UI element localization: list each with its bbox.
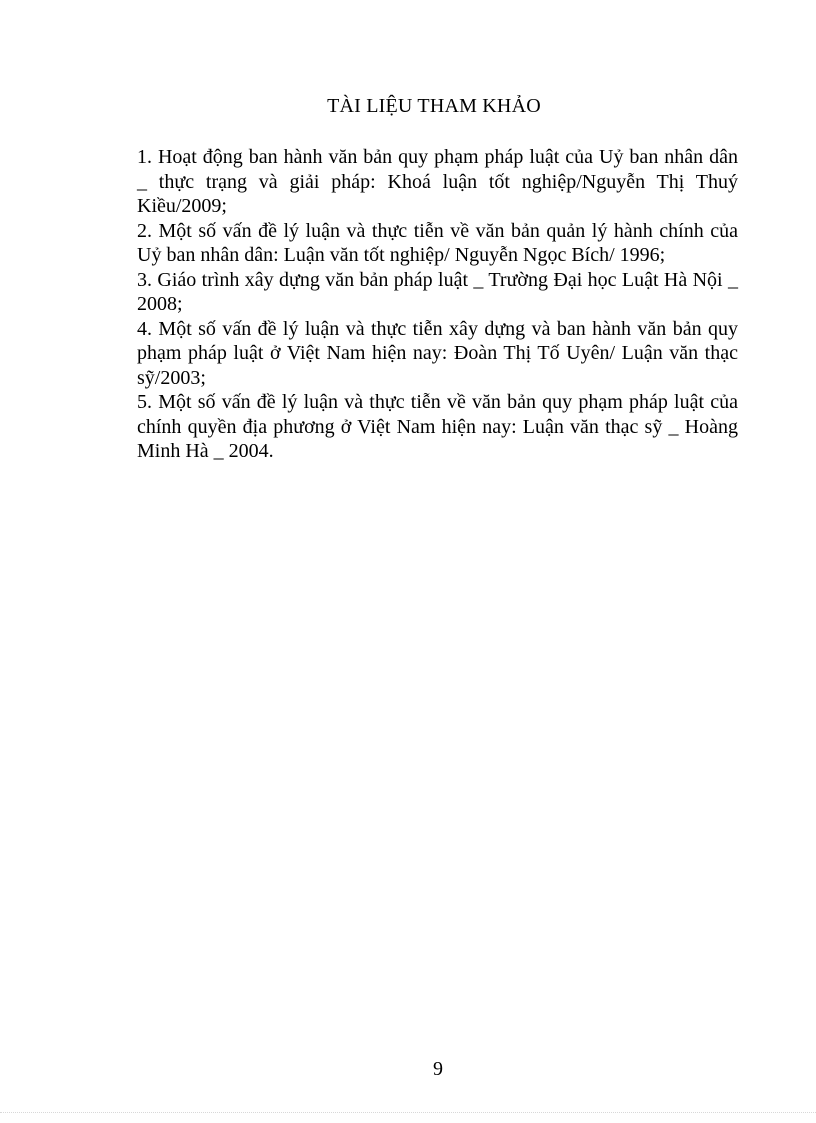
reference-item: 2. Một số vấn đề lý luận và thực tiễn về văn bản quản lý hành chính của Uỷ ban nhân dân: Luận văn tốt nghiệp/ Nguyễn Ngọc Bích/ 1996;	[137, 219, 738, 266]
reference-item: 1. Hoạt động ban hành văn bản quy phạm pháp luật của Uỷ ban nhân dân _ thực trạng và giải pháp: Khoá luận tốt nghiệp/Nguyễn Thị Thuý Kiều/2009;	[137, 146, 738, 217]
reference-item: 4. Một số vấn đề lý luận và thực tiễn xây dựng và ban hành văn bản quy phạm pháp luật ở Việt Nam hiện nay: Đoàn Thị Tố Uyên/ Luận văn thạc sỹ/2003;	[137, 317, 738, 389]
page-title: TÀI LIỆU THAM KHẢO	[327, 95, 541, 117]
page-number: 9	[433, 1058, 443, 1080]
reference-item: 5. Một số vấn đề lý luận và thực tiễn về văn bản quy phạm pháp luật của chính quyền địa phương ở Việt Nam hiện nay: Luận văn thạc sỹ _ Hoàng Minh Hà _ 2004.	[137, 391, 738, 462]
reference-item: 3. Giáo trình xây dựng văn bản pháp luật _ Trường Đại học Luật Hà Nội _ 2008;	[137, 268, 738, 315]
page-divider	[0, 1112, 816, 1113]
reference-list	[137, 145, 738, 464]
